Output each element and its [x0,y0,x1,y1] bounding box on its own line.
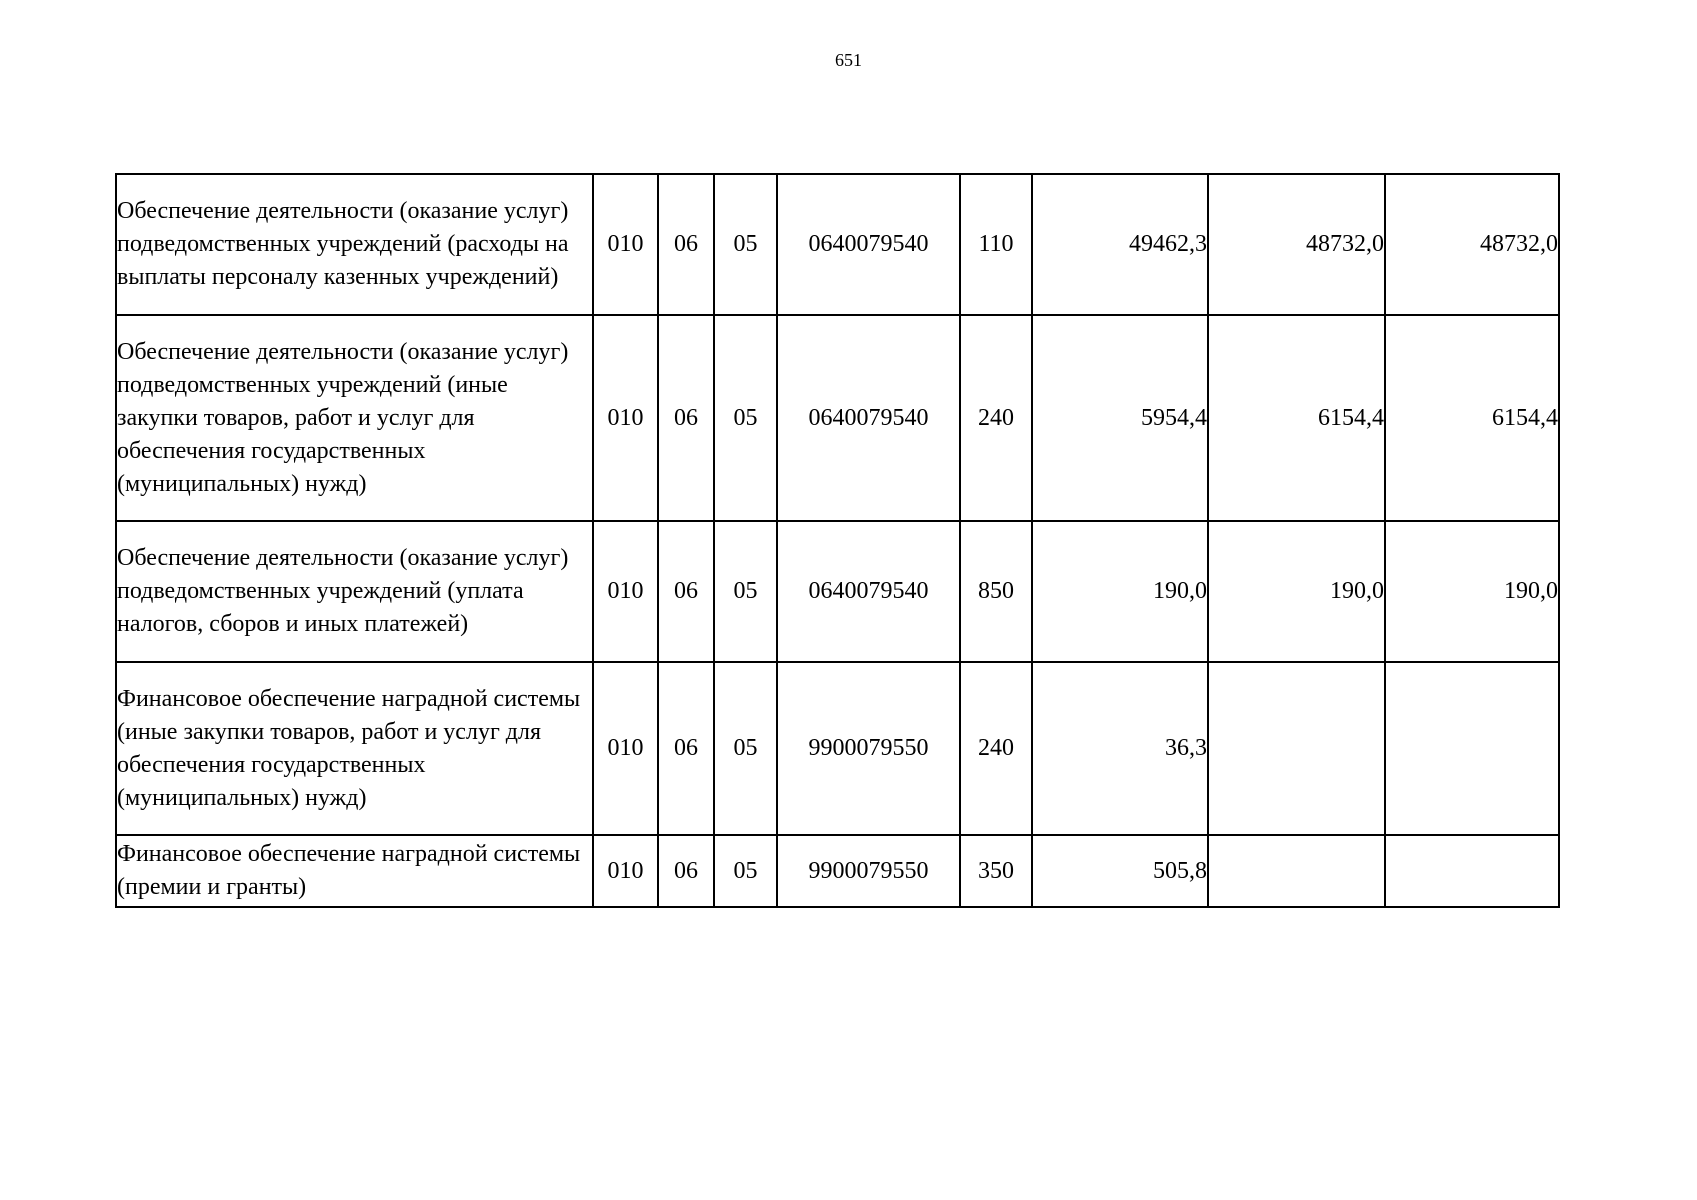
amount-3: 190,0 [1385,521,1559,662]
expense-description: Обеспечение деятельности (оказание услуг) подведомственных учреждений (уплата налогов, сборов и иных платежей) [116,521,593,662]
amount-1: 505,8 [1032,835,1208,907]
target-article-code: 9900079550 [777,835,960,907]
table-row [116,174,1559,315]
subsection-code: 05 [714,835,777,907]
amount-3: 48732,0 [1385,174,1559,315]
subsection-code: 05 [714,174,777,315]
ministry-code: 010 [593,174,658,315]
expense-type-code: 240 [960,662,1032,835]
subsection-code: 05 [714,662,777,835]
expense-type-code: 240 [960,315,1032,521]
amount-2: 6154,4 [1208,315,1385,521]
expense-type-code: 110 [960,174,1032,315]
expense-type-code: 350 [960,835,1032,907]
budget-table [115,173,1560,908]
expense-description: Обеспечение деятельности (оказание услуг) подведомственных учреждений (иные закупки товаров, работ и услуг для обеспечения государственных (муниципальных) нужд) [116,315,593,521]
expense-description: Финансовое обеспечение наградной системы (иные закупки товаров, работ и услуг для обеспечения государственных (муниципальных) нужд) [116,662,593,835]
table-row [116,315,1559,521]
amount-3 [1385,835,1559,907]
subsection-code: 05 [714,315,777,521]
ministry-code: 010 [593,662,658,835]
amount-2 [1208,662,1385,835]
target-article-code: 0640079540 [777,521,960,662]
target-article-code: 0640079540 [777,174,960,315]
table-row [116,662,1559,835]
section-code: 06 [658,662,714,835]
amount-3 [1385,662,1559,835]
section-code: 06 [658,174,714,315]
expense-description: Обеспечение деятельности (оказание услуг) подведомственных учреждений (расходы на выплаты персоналу казенных учреждений) [116,174,593,315]
amount-1: 36,3 [1032,662,1208,835]
section-code: 06 [658,835,714,907]
section-code: 06 [658,521,714,662]
amount-1: 5954,4 [1032,315,1208,521]
amount-1: 49462,3 [1032,174,1208,315]
ministry-code: 010 [593,521,658,662]
amount-2: 190,0 [1208,521,1385,662]
table-row [116,835,1559,907]
target-article-code: 9900079550 [777,662,960,835]
amount-1: 190,0 [1032,521,1208,662]
expense-description: Финансовое обеспечение наградной системы (премии и гранты) [116,835,593,907]
page-number: 651 [835,50,862,70]
target-article-code: 0640079540 [777,315,960,521]
amount-2 [1208,835,1385,907]
ministry-code: 010 [593,835,658,907]
amount-3: 6154,4 [1385,315,1559,521]
subsection-code: 05 [714,521,777,662]
section-code: 06 [658,315,714,521]
expense-type-code: 850 [960,521,1032,662]
amount-2: 48732,0 [1208,174,1385,315]
table-row [116,521,1559,662]
ministry-code: 010 [593,315,658,521]
